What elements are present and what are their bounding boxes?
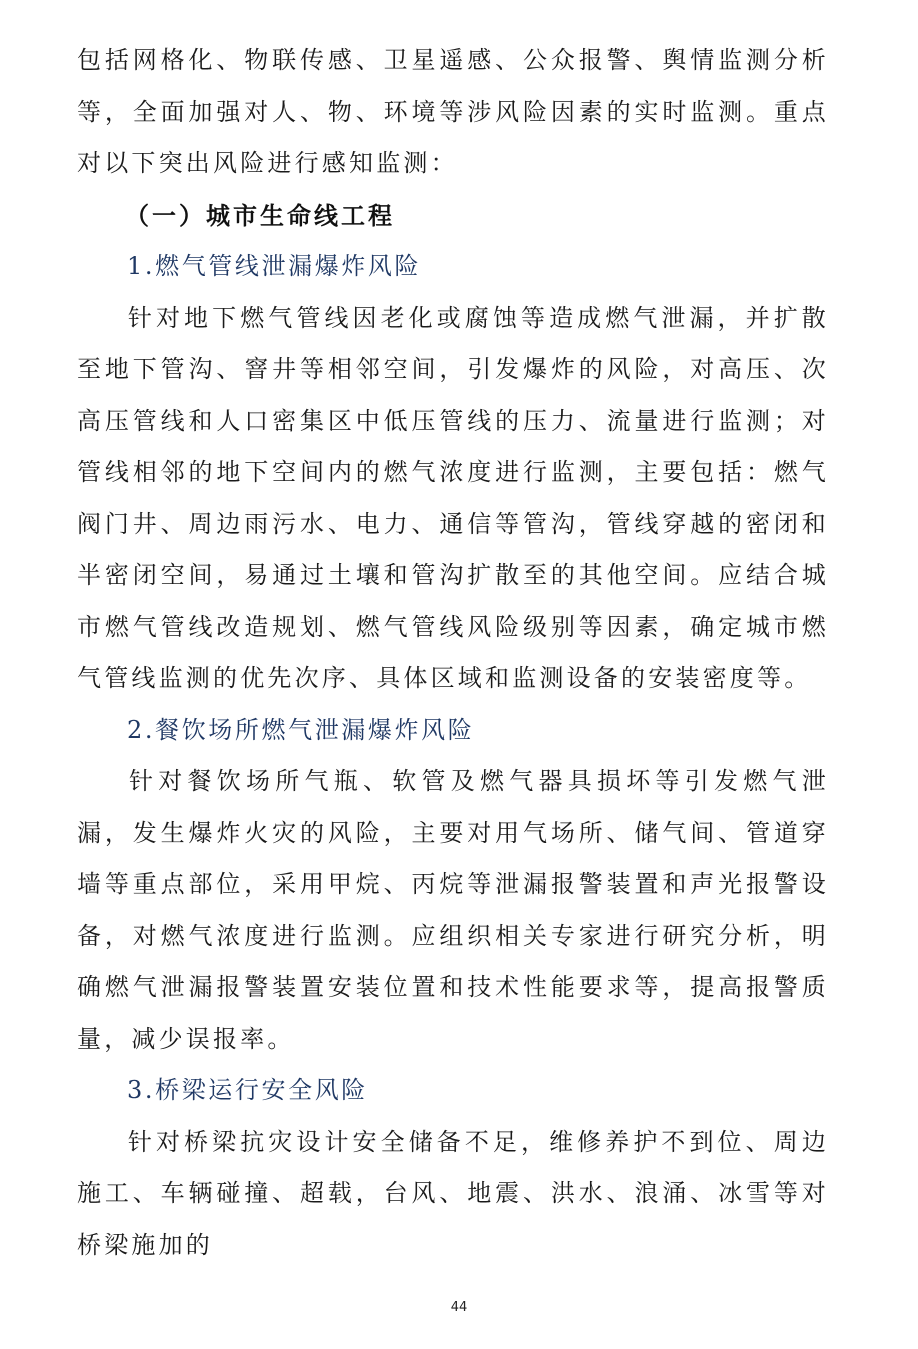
paragraph-restaurant-gas <box>77 756 829 1065</box>
paragraph-intro: 包括网格化、物联传感、卫星遥感、公众报警、舆情监测分析等，全面加强对人、物、环境等涉风险因素的实时监测。重点对以下突出风险进行感知监测： <box>77 46 829 177</box>
paragraph-restaurant-gas-text: 针对餐饮场所气瓶、软管及燃气器具损坏等引发燃气泄漏，发生爆炸火灾的风险，主要对用气场所、储气间、管道穿墙等重点部位，采用甲烷、丙烷等泄漏报警装置和声光报警设备，对燃气浓度进行监测。应组织相关专家进行研究分析，明确燃气泄漏报警装置安装位置和技术性能要求等，提高报警质量，减少误报率。 <box>77 767 829 1053</box>
document-body <box>77 35 829 1271</box>
subheading-gas-pipeline: 1.燃气管线泄漏爆炸风险 <box>127 252 422 280</box>
subheading-restaurant-gas: 2.餐饮场所燃气泄漏爆炸风险 <box>127 715 475 744</box>
section-heading-lifeline: （一）城市生命线工程 <box>125 200 395 230</box>
paragraph-gas-pipeline <box>77 293 829 705</box>
page-number: 44 <box>450 1300 468 1315</box>
paragraph-bridge-safety-text: 针对桥梁抗灾设计安全储备不足，维修养护不到位、周边施工、车辆碰撞、超载，台风、地震、洪水、浪涌、冰雪等对桥梁施加的 <box>77 1127 829 1259</box>
paragraph-bridge-safety <box>77 1117 829 1272</box>
paragraph-gas-pipeline-text: 针对地下燃气管线因老化或腐蚀等造成燃气泄漏，并扩散至地下管沟、窨井等相邻空间，引发爆炸的风险，对高压、次高压管线和人口密集区中低压管线的压力、流量进行监测；对管线相邻的地下空间内的燃气浓度进行监测，主要包括：燃气阀门井、周边雨污水、电力、通信等管沟，管线穿越的密闭和半密闭空间，易通过土壤和管沟扩散至的其他空间。应结合城市燃气管线改造规划、燃气管线风险级别等因素，确定城市燃气管线监测的优先次序、具体区域和监测设备的安装密度等。 <box>77 303 829 692</box>
subheading-bridge-safety: 3.桥梁运行安全风险 <box>127 1076 368 1104</box>
